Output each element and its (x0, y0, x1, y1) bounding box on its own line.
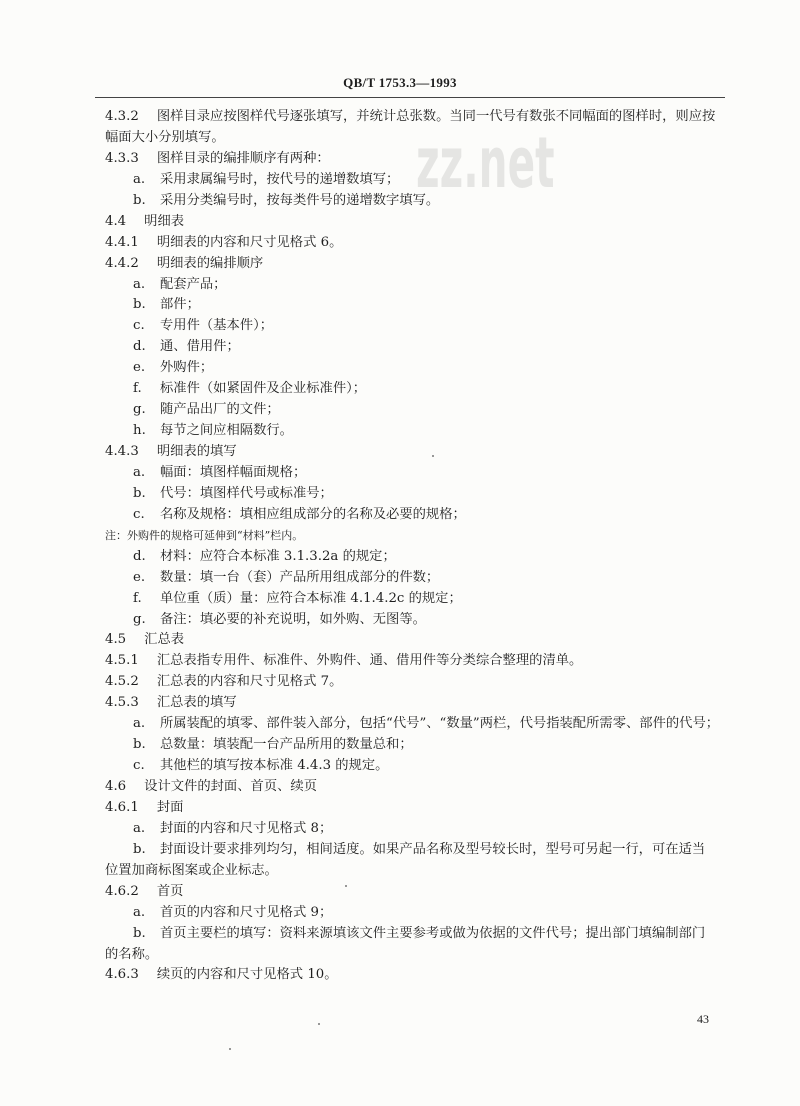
clause-4-6-1 (105, 798, 755, 819)
clause-text: 明细表的填写 (156, 444, 237, 459)
header-rule (95, 97, 725, 98)
clause-text: 封面 (156, 799, 184, 815)
clause-number: 4.4 (105, 213, 127, 229)
clause-number: 4.6.3 (105, 967, 139, 983)
list-item (105, 358, 755, 379)
item-label: b. (133, 485, 146, 501)
item-text: 材料：应符合本标准 3.1.3.2a 的规定； (160, 548, 396, 564)
item-label: a. (133, 276, 146, 292)
clause-number: 4.5.1 (105, 653, 139, 669)
list-item (105, 505, 755, 526)
item-text: 代号：填图样代号或标准号； (160, 485, 333, 501)
clause-text: 明细表的编排顺序 (156, 255, 264, 271)
clause-4-5-3 (105, 693, 755, 714)
clause-text: 图样目录的编排顺序有两种： (156, 150, 330, 166)
item-label: a. (133, 171, 146, 187)
clause-number: 4.3.2 (105, 109, 139, 124)
list-item (105, 819, 755, 840)
list-item (105, 840, 755, 861)
item-label: h. (133, 423, 146, 439)
scan-speck (318, 1023, 320, 1025)
clause-text: 明细表的内容和尺寸见格式 6。 (156, 234, 343, 250)
item-label: d. (133, 548, 146, 564)
list-item (105, 568, 755, 589)
clause-4-4-1 (105, 233, 755, 254)
list-item (105, 379, 755, 400)
clause-text: 首页 (156, 883, 184, 899)
item-label: e. (133, 569, 146, 585)
list-item (105, 610, 755, 631)
item-text: 幅面：填图样幅面规格； (160, 464, 307, 480)
item-text: 单位重（质）量：应符合本标准 4.1.4.2c 的规定； (160, 590, 462, 606)
item-label: b. (133, 297, 146, 313)
section-4-5 (105, 630, 755, 651)
clause-text: 汇总表的填写 (156, 695, 237, 711)
item-text: 部件； (160, 297, 200, 313)
item-text: 首页的内容和尺寸见格式 9； (160, 904, 333, 920)
item-label: b. (133, 841, 146, 857)
list-item (105, 484, 755, 505)
item-text: 外购件； (160, 360, 214, 376)
clause-number: 4.5 (105, 632, 127, 648)
item-text: 随产品出厂的文件； (160, 402, 280, 418)
list-item (105, 316, 755, 337)
clause-continuation: 幅面大小分别填写。 (105, 129, 225, 145)
item-text: 名称及规格：填相应组成部分的名称及必要的规格； (160, 506, 466, 522)
clause-number: 4.3.3 (105, 150, 139, 166)
item-text: 首页主要栏的填写：资料来源填该文件主要参考或做为依据的文件代号；提出部门填编制部门 (160, 925, 706, 941)
list-item (105, 275, 755, 296)
item-label: g. (133, 402, 146, 418)
list-item (105, 903, 755, 924)
item-label: d. (133, 339, 146, 355)
item-continuation: 的名称。 (105, 946, 159, 962)
list-item (105, 756, 755, 777)
item-label: a. (133, 716, 146, 732)
clause-4-4-2 (105, 254, 755, 275)
list-item (105, 337, 755, 358)
item-label: f. (133, 381, 142, 397)
clause-number: 4.6 (105, 779, 127, 794)
section-title: 明细表 (144, 213, 185, 229)
item-label: b. (133, 192, 146, 208)
item-label: c. (133, 758, 145, 774)
item-label: b. (133, 737, 146, 753)
clause-4-5-2 (105, 672, 755, 693)
item-label: c. (133, 318, 145, 334)
clause-number: 4.5.2 (105, 674, 139, 690)
section-4-4 (105, 212, 755, 233)
clause-4-6-3 (105, 965, 755, 986)
item-text: 备注：填必要的补充说明，如外购、无图等。 (160, 611, 426, 627)
item-text: 采用分类编号时，按每类件号的递增数字填写。 (160, 192, 440, 208)
clause-4-6-2 (105, 882, 755, 903)
scan-speck (229, 1048, 231, 1050)
item-label: e. (133, 360, 146, 376)
page-number: 43 (697, 1012, 709, 1026)
item-label: a. (133, 904, 146, 920)
item-label: c. (133, 506, 145, 522)
clause-number: 4.4.2 (105, 255, 139, 271)
list-item (105, 589, 755, 610)
item-label: a. (133, 464, 146, 480)
item-text: 每节之间应相隔数行。 (160, 423, 293, 439)
item-label: a. (133, 820, 146, 836)
document-body (105, 107, 755, 986)
list-item (105, 735, 755, 756)
item-label: f. (133, 590, 142, 606)
clause-text: 图样目录应按图样代号逐张填写，并统计总张数。当同一代号有数张不同幅面的图样时，则应按 (156, 109, 716, 124)
section-4-6 (105, 777, 755, 798)
note: 注：外购件的规格可延伸到“材料”栏内。 (105, 528, 304, 542)
clause-number: 4.4.3 (105, 444, 139, 459)
clause-4-3-2 (105, 107, 755, 128)
item-text: 所属装配的填零、部件装入部分，包括“代号”、“数量”两栏，代号指装配所需零、部件的代号； (160, 716, 720, 732)
list-item (105, 170, 755, 191)
item-continuation: 位置加商标图案或企业标志。 (105, 862, 278, 878)
clause-number: 4.6.1 (105, 799, 139, 815)
item-text: 通、借用件； (160, 339, 240, 355)
clause-number: 4.6.2 (105, 883, 139, 899)
list-item (105, 463, 755, 484)
item-label: g. (133, 611, 146, 627)
clause-4-5-1 (105, 651, 755, 672)
item-text: 配套产品； (160, 276, 227, 292)
item-label: b. (133, 925, 146, 941)
item-text: 标准件（如紧固件及企业标准件）； (160, 381, 367, 397)
item-text: 封面的内容和尺寸见格式 8； (160, 820, 333, 836)
item-text: 采用隶属编号时，按代号的递增数填写； (160, 171, 400, 187)
clause-4-3-3 (105, 149, 755, 170)
section-title: 汇总表 (144, 632, 185, 648)
clause-number: 4.5.3 (105, 695, 139, 711)
list-item (105, 295, 755, 316)
item-text: 其他栏的填写按本标准 4.4.3 的规定。 (160, 758, 389, 774)
item-text: 数量：填一台（套）产品所用组成部分的件数； (160, 569, 440, 585)
watermark: zz.net (416, 122, 555, 204)
section-title: 设计文件的封面、首页、续页 (144, 779, 318, 794)
list-item (105, 421, 755, 442)
clause-4-4-3 (105, 442, 755, 463)
list-item (105, 400, 755, 421)
list-item (105, 191, 755, 212)
item-text: 专用件（基本件）； (160, 318, 274, 334)
standard-code-header: QB/T 1753.3—1993 (343, 75, 457, 90)
clause-number: 4.4.1 (105, 234, 139, 250)
clause-text: 汇总表的内容和尺寸见格式 7。 (156, 674, 343, 690)
item-text: 总数量：填装配一台产品所用的数量总和； (160, 737, 413, 753)
item-text: 封面设计要求排列均匀，相间适度。如果产品名称及型号较长时，型号可另起一行，可在适当 (160, 841, 706, 857)
list-item (105, 547, 755, 568)
list-item (105, 924, 755, 945)
clause-text: 续页的内容和尺寸见格式 10。 (156, 967, 338, 983)
list-item (105, 714, 755, 735)
clause-text: 汇总表指专用件、标准件、外购件、通、借用件等分类综合整理的清单。 (156, 653, 583, 669)
